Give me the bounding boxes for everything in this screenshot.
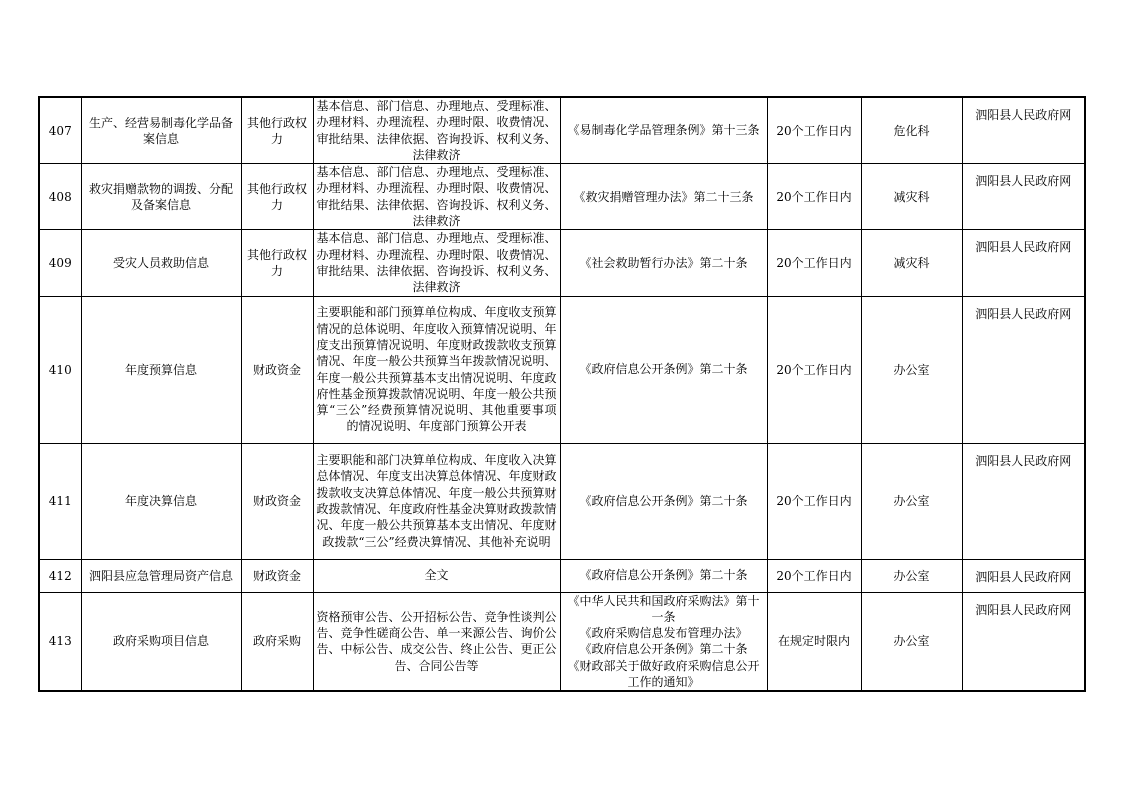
- legal-basis: [560, 164, 767, 230]
- item-category: 其他行政权力: [241, 97, 313, 164]
- disclosure-content: 基本信息、部门信息、办理地点、受理标准、办理材料、办理流程、办理时限、收费情况、审批结果、法律依据、咨询投诉、权利义务、法律救济: [313, 164, 560, 230]
- legal-basis-line: 《财政部关于做好政府采购信息公开工作的通知》: [567, 658, 760, 690]
- publish-channel: 泗阳县人民政府网: [962, 230, 1085, 296]
- legal-basis: [560, 559, 767, 592]
- table-row: [39, 559, 1085, 592]
- publish-channel: 泗阳县人民政府网: [962, 559, 1085, 592]
- legal-basis: [560, 592, 767, 691]
- disclosure-content: 资格预审公告、公开招标公告、竞争性谈判公告、竞争性磋商公告、单一来源公告、询价公告、中标公告、成交公告、终止公告、更正公告、合同公告等: [313, 592, 560, 691]
- time-limit: 20个工作日内: [767, 443, 861, 559]
- row-number: 409: [39, 230, 81, 296]
- item-category: 其他行政权力: [241, 164, 313, 230]
- disclosure-content: 基本信息、部门信息、办理地点、受理标准、办理材料、办理流程、办理时限、收费情况、审批结果、法律依据、咨询投诉、权利义务、法律救济: [313, 97, 560, 164]
- table-row: [39, 230, 1085, 296]
- row-number: 411: [39, 443, 81, 559]
- time-limit: 20个工作日内: [767, 559, 861, 592]
- table-row: [39, 592, 1085, 691]
- row-number: 410: [39, 296, 81, 443]
- legal-basis-line: 《政府信息公开条例》第二十条: [579, 642, 748, 657]
- table-row: [39, 97, 1085, 164]
- row-number: 407: [39, 97, 81, 164]
- item-category: 财政资金: [241, 559, 313, 592]
- legal-basis: [560, 443, 767, 559]
- legal-basis: [560, 296, 767, 443]
- table-row: [39, 443, 1085, 559]
- item-category: 财政资金: [241, 443, 313, 559]
- publish-channel: 泗阳县人民政府网: [962, 592, 1085, 691]
- row-number: 412: [39, 559, 81, 592]
- responsible-dept: 减灾科: [861, 164, 962, 230]
- item-name: 泗阳县应急管理局资产信息: [81, 559, 241, 592]
- item-name: 年度预算信息: [81, 296, 241, 443]
- responsible-dept: 办公室: [861, 592, 962, 691]
- legal-basis-line: 《救灾捐赠管理办法》第二十三条: [573, 189, 754, 204]
- item-name: 政府采购项目信息: [81, 592, 241, 691]
- publish-channel: 泗阳县人民政府网: [962, 296, 1085, 443]
- legal-basis-line: 《中华人民共和国政府采购法》第十一条: [567, 593, 760, 624]
- item-category: 其他行政权力: [241, 230, 313, 296]
- disclosure-content: 全文: [313, 559, 560, 592]
- responsible-dept: 办公室: [861, 559, 962, 592]
- disclosure-table: [38, 96, 1086, 692]
- responsible-dept: 办公室: [861, 296, 962, 443]
- item-name: 年度决算信息: [81, 443, 241, 559]
- time-limit: 20个工作日内: [767, 164, 861, 230]
- legal-basis-line: 《易制毒化学品管理条例》第十三条: [567, 123, 760, 138]
- legal-basis-line: 《政府信息公开条例》第二十条: [579, 568, 748, 583]
- time-limit: 在规定时限内: [767, 592, 861, 691]
- time-limit: 20个工作日内: [767, 296, 861, 443]
- item-name: 生产、经营易制毒化学品备案信息: [81, 97, 241, 164]
- responsible-dept: 减灾科: [861, 230, 962, 296]
- item-category: 财政资金: [241, 296, 313, 443]
- row-number: 408: [39, 164, 81, 230]
- table-body: [39, 97, 1085, 691]
- disclosure-content: 主要职能和部门决算单位构成、年度收入决算总体情况、年度支出决算总体情况、年度财政拨款收支决算总体情况、年度一般公共预算财政拨款情况、年度政府性基金决算财政拨款情况、年度一般公共预算基本支出情况、年度财政拨款“三公”经费决算情况、其他补充说明: [313, 443, 560, 559]
- legal-basis-line: 《政府信息公开条例》第二十条: [579, 362, 748, 377]
- legal-basis: [560, 230, 767, 296]
- item-name: 救灾捐赠款物的调拨、分配及备案信息: [81, 164, 241, 230]
- responsible-dept: 危化科: [861, 97, 962, 164]
- table-row: [39, 296, 1085, 443]
- item-name: 受灾人员救助信息: [81, 230, 241, 296]
- legal-basis: [560, 97, 767, 164]
- time-limit: 20个工作日内: [767, 230, 861, 296]
- time-limit: 20个工作日内: [767, 97, 861, 164]
- publish-channel: 泗阳县人民政府网: [962, 97, 1085, 164]
- disclosure-content: 主要职能和部门预算单位构成、年度收支预算情况的总体说明、年度收入预算情况说明、年度支出预算情况说明、年度财政拨款收支预算情况、年度一般公共预算当年拨款情况说明、年度一般公共预算基本支出情况说明、年度政府性基金预算拨款情况说明、年度一般公共预算“三公”经费预算情况说明、其他重要事项的情况说明、年度部门预算公开表: [313, 296, 560, 443]
- legal-basis-line: 《社会救助暂行办法》第二十条: [579, 255, 748, 270]
- disclosure-content: 基本信息、部门信息、办理地点、受理标准、办理材料、办理流程、办理时限、收费情况、审批结果、法律依据、咨询投诉、权利义务、法律救济: [313, 230, 560, 296]
- table-row: [39, 164, 1085, 230]
- legal-basis-line: 《政府采购信息发布管理办法》: [579, 626, 748, 641]
- responsible-dept: 办公室: [861, 443, 962, 559]
- row-number: 413: [39, 592, 81, 691]
- legal-basis-line: 《政府信息公开条例》第二十条: [579, 493, 748, 508]
- publish-channel: 泗阳县人民政府网: [962, 164, 1085, 230]
- item-category: 政府采购: [241, 592, 313, 691]
- publish-channel: 泗阳县人民政府网: [962, 443, 1085, 559]
